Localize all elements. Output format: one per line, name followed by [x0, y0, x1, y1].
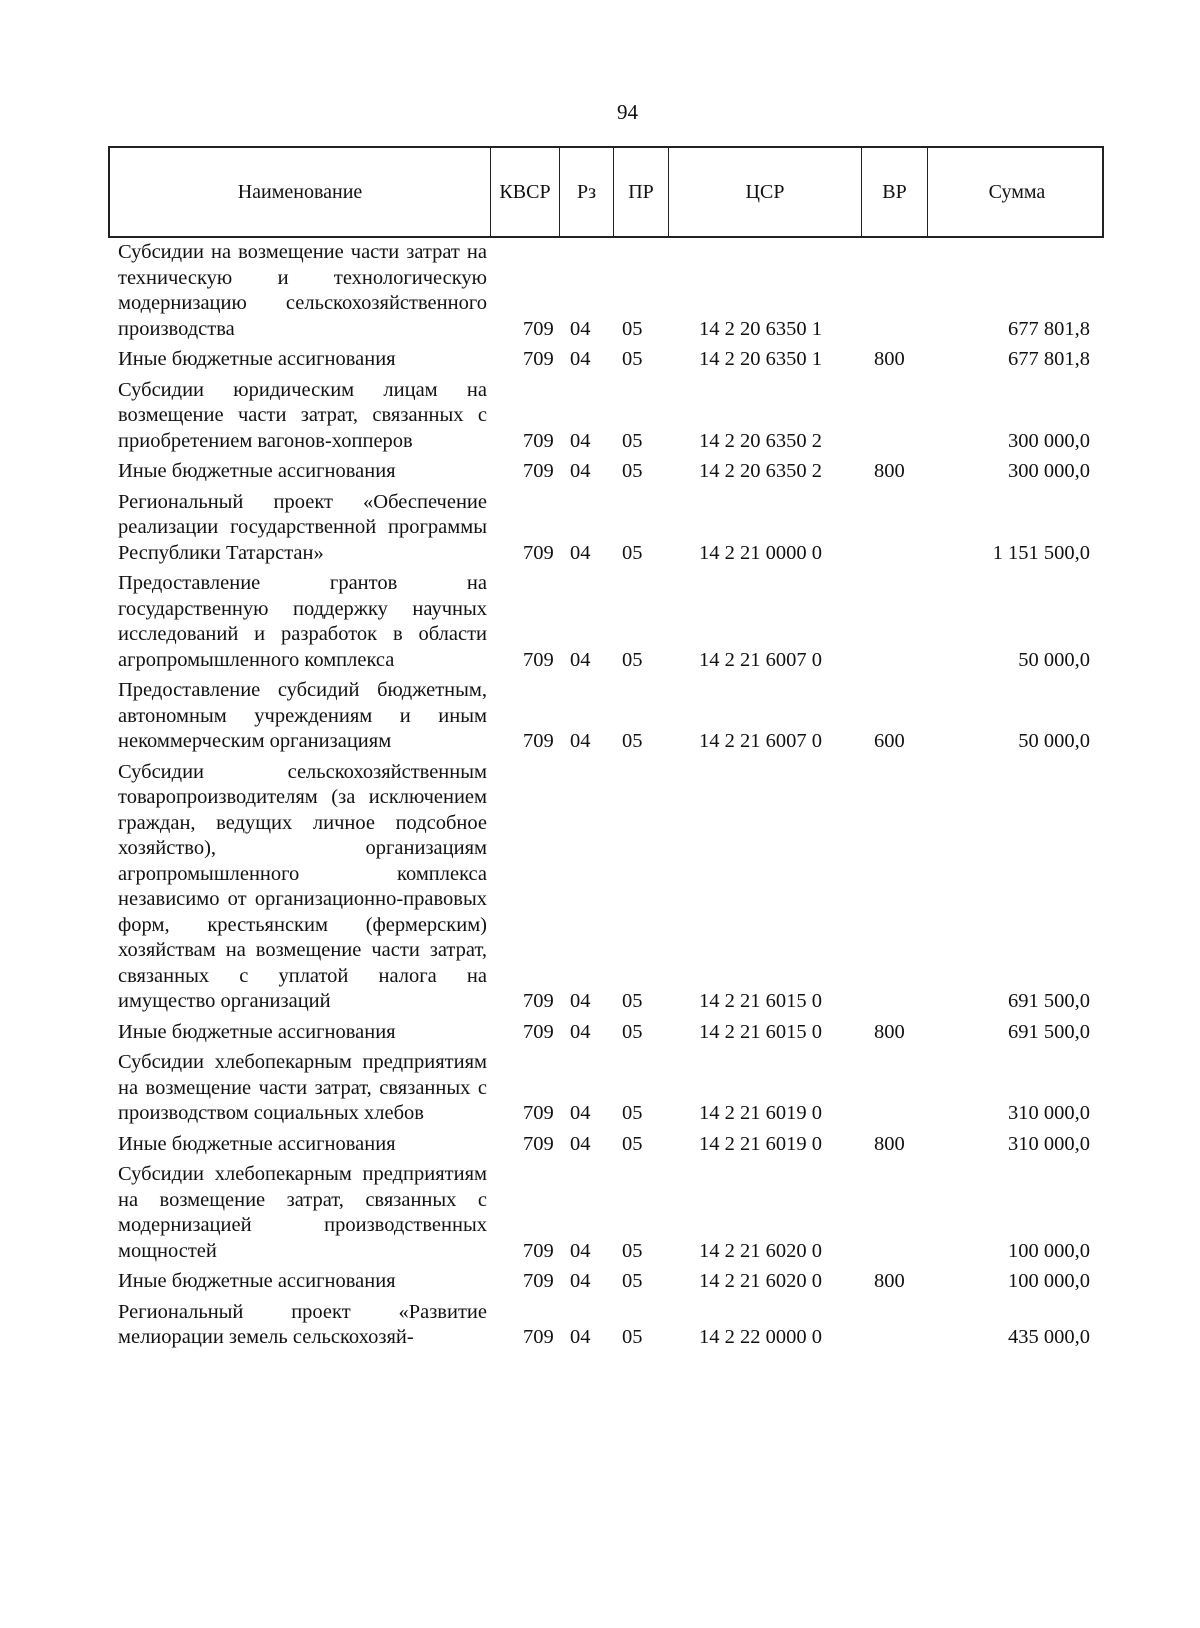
row-csr: 14 2 21 6019 0 [699, 1102, 822, 1124]
row-name: Предоставление грантов на государственную поддержку научных исследований и разработок в области агропромышленного комплекса [118, 572, 487, 671]
row-name: Иные бюджетные ассигнования [118, 460, 396, 482]
row-rz: 04 [570, 990, 591, 1012]
row-kvsr: 709 [523, 730, 554, 752]
row-rz: 04 [570, 1326, 591, 1348]
row-pr: 05 [622, 730, 643, 752]
row-name: Субсидии хлебопекарным предприятиям на возмещение части затрат, связанных с производством социальных хлебов [118, 1051, 487, 1124]
row-pr: 05 [622, 460, 643, 482]
table-row [108, 760, 1104, 1020]
header-csr: ЦСР [669, 148, 862, 236]
table-row [108, 1050, 1104, 1132]
row-rz: 04 [570, 348, 591, 370]
row-rz: 04 [570, 1270, 591, 1292]
row-csr: 14 2 21 6007 0 [699, 730, 822, 752]
row-pr: 05 [622, 541, 643, 564]
row-sum: 300 000,0 [1008, 429, 1090, 452]
row-sum: 100 000,0 [1008, 1270, 1090, 1292]
row-name: Субсидии хлебопекарным предприятиям на возмещение затрат, связанных с модернизацией производственных мощностей [118, 1163, 487, 1262]
row-rz: 04 [570, 460, 591, 482]
table-row [108, 347, 1104, 378]
row-name: Субсидии юридическим лицам на возмещение части затрат, связанных с приобретением вагонов-хопперов [118, 378, 487, 452]
page-number: 94 [617, 100, 638, 124]
header-rz: Рз [560, 148, 614, 236]
row-sum: 50 000,0 [1018, 648, 1090, 671]
row-sum: 677 801,8 [1008, 348, 1090, 370]
row-name: Иные бюджетные ассигнования [118, 348, 396, 370]
table-row [108, 490, 1104, 572]
row-pr: 05 [622, 1239, 643, 1262]
row-kvsr: 709 [523, 1102, 554, 1124]
row-vr: 800 [874, 1270, 905, 1292]
row-vr: 600 [874, 730, 905, 752]
row-rz: 04 [570, 541, 591, 564]
header-vr: ВР [862, 148, 928, 236]
table-header [108, 146, 1104, 238]
row-sum: 691 500,0 [1008, 990, 1090, 1012]
row-csr: 14 2 21 6015 0 [699, 1020, 822, 1043]
row-rz: 04 [570, 317, 591, 340]
row-csr: 14 2 21 6015 0 [699, 990, 822, 1012]
row-pr: 05 [622, 1020, 643, 1043]
row-sum: 300 000,0 [1008, 460, 1090, 482]
row-kvsr: 709 [523, 648, 554, 671]
row-rz: 04 [570, 1239, 591, 1262]
row-csr: 14 2 21 6020 0 [699, 1270, 822, 1292]
row-kvsr: 709 [523, 1239, 554, 1262]
row-name: Субсидии сельскохозяйственным товаропроизводителям (за исключением граждан, ведущих личное подсобное хозяйство), организациям агропромышленного комплекса независимо от организационно-правовых форм, крестьянским (фермерским) хозяйствам на возмещение части затрат, связанных с уплатой налога на имущество организаций [118, 760, 487, 1012]
row-name: Субсидии на возмещение части затрат на техническую и технологическую модернизацию сельскохозяйственного производства [118, 241, 487, 340]
row-kvsr: 709 [523, 460, 554, 482]
row-csr: 14 2 20 6350 2 [699, 429, 822, 452]
table-row [108, 1300, 1104, 1356]
row-sum: 691 500,0 [1008, 1020, 1090, 1043]
row-sum: 435 000,0 [1008, 1326, 1090, 1348]
row-csr: 14 2 20 6350 2 [699, 460, 822, 482]
row-kvsr: 709 [523, 429, 554, 452]
row-kvsr: 709 [523, 1326, 554, 1348]
table-row [108, 571, 1104, 678]
row-rz: 04 [570, 648, 591, 671]
row-csr: 14 2 21 6019 0 [699, 1132, 822, 1155]
row-csr: 14 2 21 6007 0 [699, 648, 822, 671]
row-kvsr: 709 [523, 990, 554, 1012]
row-vr: 800 [874, 348, 905, 370]
table-row [108, 1269, 1104, 1300]
row-csr: 14 2 22 0000 0 [699, 1326, 822, 1348]
row-sum: 677 801,8 [1008, 317, 1090, 340]
row-rz: 04 [570, 1102, 591, 1124]
row-pr: 05 [622, 348, 643, 370]
row-kvsr: 709 [523, 348, 554, 370]
row-name: Иные бюджетные ассигнования [118, 1270, 396, 1292]
table-row [108, 1132, 1104, 1163]
row-pr: 05 [622, 1132, 643, 1155]
row-name: Региональный проект «Обеспечение реализации государственной программы Республики Татарстан» [118, 490, 487, 564]
row-pr: 05 [622, 317, 643, 340]
row-name: Региональный проект «Развитие мелиорации земель сельскохозяй- [118, 1300, 487, 1348]
row-sum: 100 000,0 [1008, 1239, 1090, 1262]
row-pr: 05 [622, 1270, 643, 1292]
table-row [108, 459, 1104, 490]
row-rz: 04 [570, 1020, 591, 1043]
table-body [108, 240, 1104, 1356]
row-sum: 310 000,0 [1008, 1132, 1090, 1155]
row-pr: 05 [622, 648, 643, 671]
table-row [108, 240, 1104, 347]
table-row [108, 1162, 1104, 1269]
row-pr: 05 [622, 1326, 643, 1348]
row-kvsr: 709 [523, 317, 554, 340]
row-rz: 04 [570, 730, 591, 752]
row-name: Предоставление субсидий бюджетным, автономным учреждениям и иным некоммерческим организациям [118, 679, 487, 752]
row-csr: 14 2 21 6020 0 [699, 1239, 822, 1262]
row-vr: 800 [874, 1020, 905, 1043]
row-name: Иные бюджетные ассигнования [118, 1132, 396, 1155]
table-row [108, 1020, 1104, 1051]
row-sum: 310 000,0 [1008, 1102, 1090, 1124]
table-row [108, 378, 1104, 460]
row-vr: 800 [874, 1132, 905, 1155]
table-row [108, 678, 1104, 760]
row-sum: 50 000,0 [1018, 730, 1090, 752]
row-kvsr: 709 [523, 541, 554, 564]
row-pr: 05 [622, 1102, 643, 1124]
row-pr: 05 [622, 990, 643, 1012]
header-kvsr: КВСР [491, 148, 560, 236]
row-kvsr: 709 [523, 1270, 554, 1292]
row-rz: 04 [570, 1132, 591, 1155]
row-pr: 05 [622, 429, 643, 452]
budget-table [108, 146, 1104, 1356]
row-rz: 04 [570, 429, 591, 452]
row-csr: 14 2 21 0000 0 [699, 541, 822, 564]
row-csr: 14 2 20 6350 1 [699, 317, 822, 340]
row-vr: 800 [874, 460, 905, 482]
header-pr: ПР [614, 148, 669, 236]
row-name: Иные бюджетные ассигнования [118, 1020, 396, 1043]
header-name: Наименование [110, 148, 491, 236]
row-csr: 14 2 20 6350 1 [699, 348, 822, 370]
row-sum: 1 151 500,0 [992, 541, 1090, 564]
row-kvsr: 709 [523, 1132, 554, 1155]
header-sum: Сумма [988, 180, 1046, 203]
row-kvsr: 709 [523, 1020, 554, 1043]
